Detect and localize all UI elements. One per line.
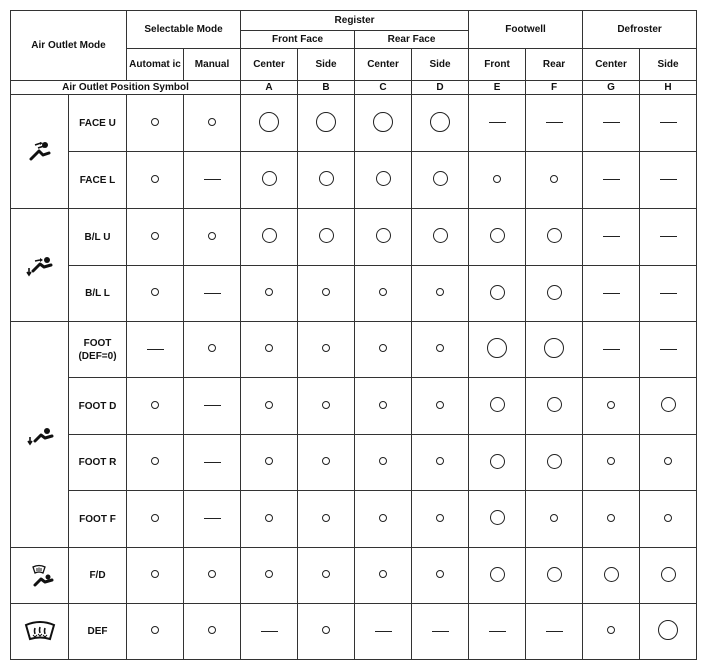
defroster-center-cell <box>583 548 640 604</box>
selectable-mode-header: Selectable Mode <box>127 11 241 49</box>
manual-cell <box>184 604 241 660</box>
automatic-symbol <box>151 626 159 634</box>
foot-group-icon-cell <box>11 322 69 548</box>
manual-symbol <box>204 405 221 406</box>
automatic-cell <box>127 152 184 209</box>
footwell-rear-symbol <box>547 285 562 300</box>
footwell-rear-cell <box>526 266 583 322</box>
mode-name: FOOT F <box>69 491 127 548</box>
air-outlet-mode-header: Air Outlet Mode <box>11 11 127 81</box>
rear-side-cell <box>412 266 469 322</box>
rear-side-symbol <box>436 514 444 522</box>
rear-center-symbol <box>379 401 387 409</box>
footwell-front-symbol <box>490 567 505 582</box>
manual-cell <box>184 322 241 378</box>
air-outlet-mode-table <box>10 10 697 660</box>
footwell-rear-symbol <box>544 338 564 358</box>
footwell-front-symbol <box>487 338 507 358</box>
rear-center-symbol <box>375 631 392 632</box>
mode-name: DEF <box>69 604 127 660</box>
defroster-side-cell <box>640 322 697 378</box>
rear-side-symbol <box>433 228 448 243</box>
front-side-cell <box>298 266 355 322</box>
defroster-center-cell <box>583 209 640 266</box>
rear-center-cell <box>355 604 412 660</box>
defroster-side-cell <box>640 152 697 209</box>
front-center-cell <box>241 491 298 548</box>
defroster-side-symbol <box>660 293 677 294</box>
front-center-symbol <box>262 228 277 243</box>
footwell-front-header: Front <box>469 49 526 81</box>
rear-side-symbol <box>436 401 444 409</box>
footwell-front-cell <box>469 604 526 660</box>
symbol-e: E <box>469 81 526 95</box>
defroster-center-symbol <box>603 122 620 123</box>
automatic-cell <box>127 548 184 604</box>
front-side-cell <box>298 209 355 266</box>
footwell-front-cell <box>469 266 526 322</box>
automatic-symbol <box>151 401 159 409</box>
table-row <box>11 209 697 266</box>
rear-side-symbol <box>430 112 450 132</box>
front-center-cell <box>241 378 298 435</box>
front-side-cell <box>298 322 355 378</box>
automatic-cell <box>127 209 184 266</box>
footwell-rear-cell <box>526 604 583 660</box>
mode-name: B/L U <box>69 209 127 266</box>
automatic-symbol <box>151 570 159 578</box>
table-row <box>11 548 697 604</box>
front-center-symbol <box>265 457 273 465</box>
face-vent-icon <box>25 139 55 165</box>
defroster-side-symbol <box>661 567 676 582</box>
front-center-cell <box>241 209 298 266</box>
manual-symbol <box>208 626 216 634</box>
defroster-center-symbol <box>603 236 620 237</box>
rear-side-cell <box>412 604 469 660</box>
rear-side-cell <box>412 322 469 378</box>
manual-cell <box>184 209 241 266</box>
defroster-center-header: Center <box>583 49 640 81</box>
front-center-symbol <box>265 344 273 352</box>
defroster-side-symbol <box>660 122 677 123</box>
front-center-symbol <box>265 401 273 409</box>
front-side-cell <box>298 604 355 660</box>
front-center-symbol <box>261 631 278 632</box>
footwell-front-cell <box>469 322 526 378</box>
table-row <box>11 435 697 491</box>
front-center-cell <box>241 95 298 152</box>
bilevel-vent-icon <box>25 252 55 278</box>
defroster-header: Defroster <box>583 11 697 49</box>
defroster-center-symbol <box>607 626 615 634</box>
front-center-cell <box>241 322 298 378</box>
defroster-center-cell <box>583 435 640 491</box>
manual-cell <box>184 435 241 491</box>
footwell-rear-cell <box>526 435 583 491</box>
automatic-symbol <box>151 457 159 465</box>
rear-center-cell <box>355 152 412 209</box>
foot-vent-icon <box>25 422 55 448</box>
manual-symbol <box>208 118 216 126</box>
defroster-center-cell <box>583 152 640 209</box>
rear-center-symbol <box>379 344 387 352</box>
front-center-cell <box>241 604 298 660</box>
defroster-side-cell <box>640 95 697 152</box>
manual-cell <box>184 152 241 209</box>
front-center-cell <box>241 435 298 491</box>
defroster-side-cell <box>640 491 697 548</box>
defroster-side-symbol <box>658 620 678 640</box>
automatic-symbol <box>151 118 159 126</box>
symbol-a: A <box>241 81 298 95</box>
front-center-symbol <box>262 171 277 186</box>
manual-symbol <box>204 462 221 463</box>
defroster-center-symbol <box>607 457 615 465</box>
footwell-rear-symbol <box>547 397 562 412</box>
rear-side-cell <box>412 209 469 266</box>
symbol-c: C <box>355 81 412 95</box>
table-row <box>11 378 697 435</box>
rear-center-symbol <box>379 514 387 522</box>
defroster-center-cell <box>583 491 640 548</box>
manual-cell <box>184 491 241 548</box>
front-side-cell <box>298 435 355 491</box>
bilevel-group-icon-cell <box>11 209 69 322</box>
rear-center-symbol <box>376 228 391 243</box>
rear-side-symbol <box>436 570 444 578</box>
foot-defrost-icon <box>25 563 55 589</box>
automatic-header: Automat ic <box>127 49 184 81</box>
symbol-f: F <box>526 81 583 95</box>
position-symbol-label: Air Outlet Position Symbol <box>11 81 241 95</box>
front-side-symbol <box>322 401 330 409</box>
manual-symbol <box>204 518 221 519</box>
table-row <box>11 95 697 152</box>
rear-center-cell <box>355 209 412 266</box>
front-face-center-header: Center <box>241 49 298 81</box>
front-side-cell <box>298 152 355 209</box>
mode-name: FOOT R <box>69 435 127 491</box>
front-center-symbol <box>259 112 279 132</box>
symbol-b: B <box>298 81 355 95</box>
rear-face-header: Rear Face <box>355 31 469 49</box>
manual-cell <box>184 378 241 435</box>
rear-center-symbol <box>373 112 393 132</box>
footwell-front-symbol <box>489 122 506 123</box>
rear-side-cell <box>412 548 469 604</box>
footwell-front-cell <box>469 548 526 604</box>
defroster-center-cell <box>583 95 640 152</box>
front-center-cell <box>241 266 298 322</box>
front-side-symbol <box>322 344 330 352</box>
defroster-side-symbol <box>664 514 672 522</box>
front-side-symbol <box>322 288 330 296</box>
automatic-symbol <box>151 175 159 183</box>
footwell-rear-cell <box>526 209 583 266</box>
table-row <box>11 152 697 209</box>
rear-center-symbol <box>379 288 387 296</box>
defroster-side-header: Side <box>640 49 697 81</box>
defrost-icon-cell <box>11 604 69 660</box>
rear-center-cell <box>355 322 412 378</box>
rear-center-cell <box>355 378 412 435</box>
defroster-side-symbol <box>660 179 677 180</box>
rear-center-cell <box>355 95 412 152</box>
defroster-side-cell <box>640 266 697 322</box>
footwell-rear-symbol <box>547 228 562 243</box>
footwell-rear-header: Rear <box>526 49 583 81</box>
defroster-side-cell <box>640 548 697 604</box>
rear-side-cell <box>412 491 469 548</box>
rear-side-symbol <box>436 288 444 296</box>
defroster-center-cell <box>583 378 640 435</box>
footwell-front-cell <box>469 435 526 491</box>
footwell-rear-cell <box>526 548 583 604</box>
front-side-symbol <box>322 514 330 522</box>
mode-name: FACE L <box>69 152 127 209</box>
defroster-side-symbol <box>660 349 677 350</box>
automatic-cell <box>127 95 184 152</box>
mode-name: FOOT D <box>69 378 127 435</box>
foot-defrost-icon-cell <box>11 548 69 604</box>
footwell-front-cell <box>469 95 526 152</box>
footwell-rear-symbol <box>547 567 562 582</box>
footwell-rear-symbol <box>547 454 562 469</box>
front-center-symbol <box>265 514 273 522</box>
rear-side-cell <box>412 435 469 491</box>
rear-face-center-header: Center <box>355 49 412 81</box>
defroster-center-symbol <box>607 514 615 522</box>
automatic-cell <box>127 266 184 322</box>
rear-side-cell <box>412 152 469 209</box>
front-face-header: Front Face <box>241 31 355 49</box>
defroster-center-symbol <box>603 179 620 180</box>
rear-side-cell <box>412 378 469 435</box>
defroster-center-symbol <box>603 349 620 350</box>
automatic-cell <box>127 435 184 491</box>
defroster-side-symbol <box>664 457 672 465</box>
defroster-center-symbol <box>603 293 620 294</box>
front-side-symbol <box>322 626 330 634</box>
rear-face-side-header: Side <box>412 49 469 81</box>
automatic-symbol <box>147 349 164 350</box>
defroster-center-symbol <box>604 567 619 582</box>
footwell-header: Footwell <box>469 11 583 49</box>
manual-symbol <box>204 179 221 180</box>
front-center-cell <box>241 548 298 604</box>
footwell-rear-symbol <box>546 122 563 123</box>
defroster-side-cell <box>640 604 697 660</box>
front-side-cell <box>298 378 355 435</box>
footwell-rear-cell <box>526 322 583 378</box>
footwell-front-symbol <box>490 454 505 469</box>
rear-center-symbol <box>379 457 387 465</box>
windshield-defrost-icon <box>23 619 57 645</box>
manual-header: Manual <box>184 49 241 81</box>
manual-symbol <box>208 570 216 578</box>
footwell-rear-cell <box>526 378 583 435</box>
defroster-center-symbol <box>607 401 615 409</box>
rear-side-symbol <box>432 631 449 632</box>
defroster-side-symbol <box>660 236 677 237</box>
footwell-rear-symbol <box>550 514 558 522</box>
manual-cell <box>184 548 241 604</box>
defroster-side-cell <box>640 435 697 491</box>
rear-side-symbol <box>433 171 448 186</box>
symbol-h: H <box>640 81 697 95</box>
front-side-symbol <box>319 171 334 186</box>
footwell-front-cell <box>469 378 526 435</box>
front-center-symbol <box>265 570 273 578</box>
manual-symbol <box>204 293 221 294</box>
front-side-symbol <box>322 570 330 578</box>
rear-center-cell <box>355 266 412 322</box>
footwell-rear-cell <box>526 95 583 152</box>
manual-symbol <box>208 232 216 240</box>
footwell-rear-cell <box>526 152 583 209</box>
automatic-symbol <box>151 514 159 522</box>
symbol-g: G <box>583 81 640 95</box>
front-side-cell <box>298 548 355 604</box>
footwell-front-cell <box>469 152 526 209</box>
automatic-cell <box>127 604 184 660</box>
table-row <box>11 266 697 322</box>
mode-name: FACE U <box>69 95 127 152</box>
face-group-icon-cell <box>11 95 69 209</box>
footwell-front-symbol <box>490 397 505 412</box>
symbol-d: D <box>412 81 469 95</box>
rear-side-symbol <box>436 457 444 465</box>
automatic-symbol <box>151 232 159 240</box>
front-center-cell <box>241 152 298 209</box>
mode-name: FOOT (DEF=0) <box>69 322 127 378</box>
table-row <box>11 322 697 378</box>
mode-rows <box>11 95 697 660</box>
front-side-symbol <box>319 228 334 243</box>
footwell-front-symbol <box>493 175 501 183</box>
rear-center-cell <box>355 435 412 491</box>
register-header: Register <box>241 11 469 31</box>
mode-name: B/L L <box>69 266 127 322</box>
defroster-center-cell <box>583 266 640 322</box>
manual-cell <box>184 266 241 322</box>
automatic-cell <box>127 378 184 435</box>
rear-center-cell <box>355 548 412 604</box>
front-side-symbol <box>316 112 336 132</box>
table-row <box>11 491 697 548</box>
rear-center-symbol <box>379 570 387 578</box>
manual-symbol <box>208 344 216 352</box>
footwell-front-symbol <box>490 285 505 300</box>
defroster-center-cell <box>583 322 640 378</box>
front-side-symbol <box>322 457 330 465</box>
automatic-cell <box>127 322 184 378</box>
front-side-cell <box>298 95 355 152</box>
footwell-front-cell <box>469 491 526 548</box>
footwell-front-symbol <box>490 510 505 525</box>
footwell-rear-cell <box>526 491 583 548</box>
table-row <box>11 604 697 660</box>
footwell-front-symbol <box>489 631 506 632</box>
footwell-rear-symbol <box>550 175 558 183</box>
rear-center-symbol <box>376 171 391 186</box>
defroster-center-cell <box>583 604 640 660</box>
front-face-side-header: Side <box>298 49 355 81</box>
footwell-rear-symbol <box>546 631 563 632</box>
mode-name: F/D <box>69 548 127 604</box>
manual-cell <box>184 95 241 152</box>
defroster-side-symbol <box>661 397 676 412</box>
footwell-front-symbol <box>490 228 505 243</box>
defroster-side-cell <box>640 209 697 266</box>
front-center-symbol <box>265 288 273 296</box>
rear-center-cell <box>355 491 412 548</box>
defroster-side-cell <box>640 378 697 435</box>
automatic-cell <box>127 491 184 548</box>
rear-side-symbol <box>436 344 444 352</box>
footwell-front-cell <box>469 209 526 266</box>
rear-side-cell <box>412 95 469 152</box>
front-side-cell <box>298 491 355 548</box>
automatic-symbol <box>151 288 159 296</box>
